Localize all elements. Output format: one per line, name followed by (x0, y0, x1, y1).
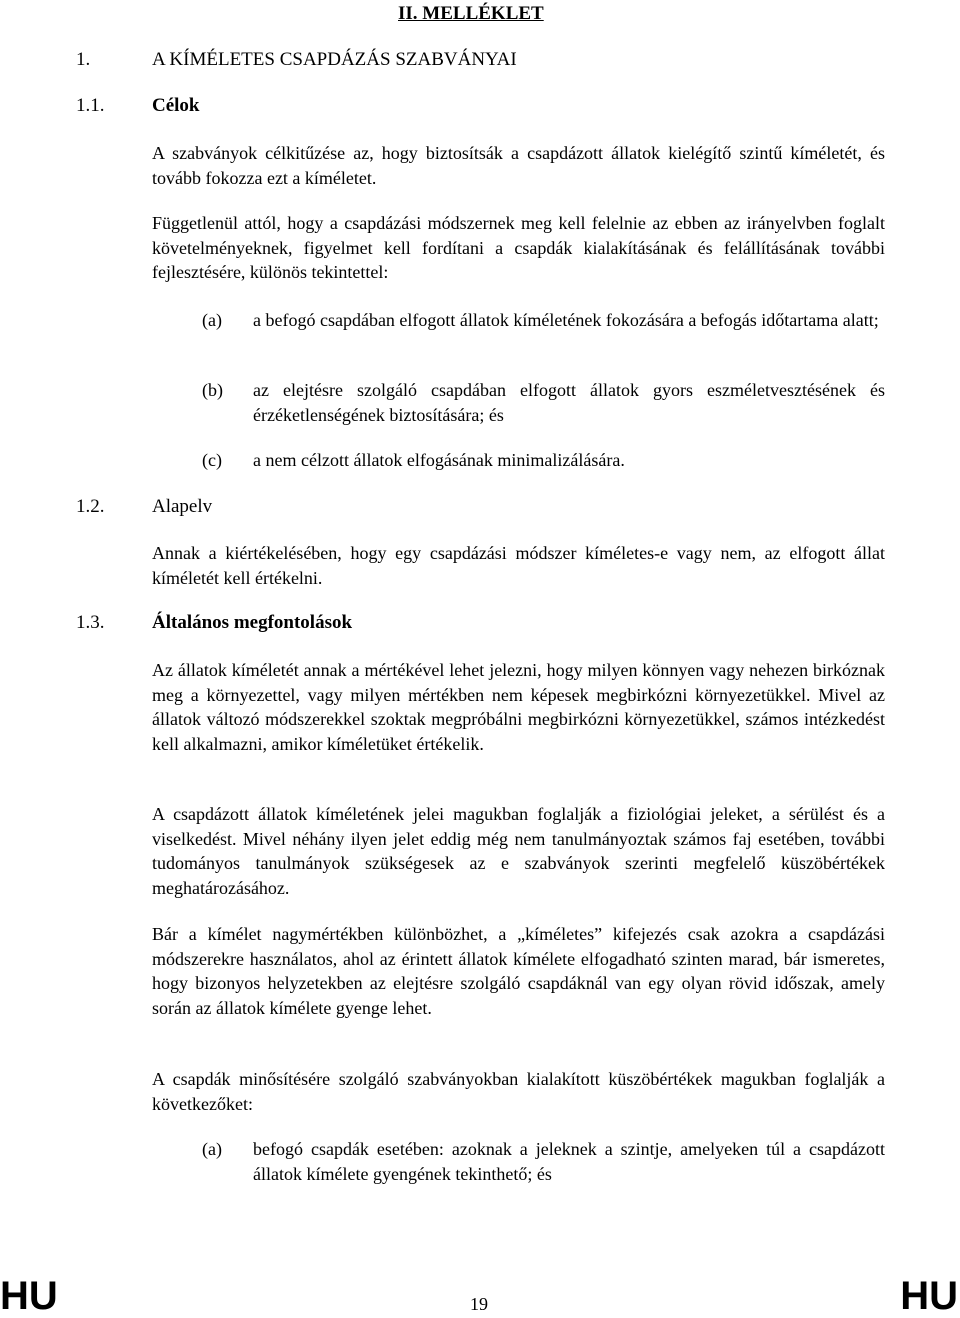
footer-language-code-left: HU (0, 1274, 58, 1318)
section-1-2-title: Alapelv (152, 496, 213, 517)
list-item-text: a nem célzott állatok elfogásának minimalizálására. (253, 450, 625, 470)
section-1-3-paragraph-3: Bár a kímélet nagymértékben különbözhet, a „kíméletes” kifejezés csak azokra a csapdázási módszerekre használatos, ahol az érintett állatok kímélete elfogadható szinten marad, bár ismeretes, hogy bizonyos helyzetekben az elejtésre szolgáló csapdáknál van egy olyan rövid időszak, amely során az állatok kímélete gyenge lehet. (152, 924, 885, 1018)
list-item-text: a befogó csapdában elfogott állatok kíméletének fokozására a befogás időtartama alatt; (253, 310, 879, 330)
footer-language-code-right: HU (900, 1274, 958, 1318)
annex-title: II. MELLÉKLET (398, 3, 544, 24)
section-1-1-paragraph-1: A szabványok célkitűzése az, hogy biztosítsák a csapdázott állatok kielégítő szintű kíméletét, és tovább fokozza ezt a kíméletet. (152, 143, 885, 188)
list-item-label: (a) (202, 1139, 222, 1159)
list-item-label: (a) (202, 310, 222, 330)
section-1-number: 1. (76, 49, 91, 70)
list-item-label: (c) (202, 450, 222, 470)
section-1-3-paragraph-1: Az állatok kíméletét annak a mértékével lehet jelezni, hogy milyen könnyen vagy nehezen birkóznak meg a környezettel, vagy milyen mértékben nem képesek megbirkózni környezetükkel. Mivel az állatok változó módszerekkel szoktak megpróbálni megbirkózni környezetükkel, számos intézkedést kell alkalmazni, amikor kíméletüket értékelik. (152, 660, 885, 754)
section-1-2-paragraph-1: Annak a kiértékelésében, hogy egy csapdázási módszer kíméletes-e vagy nem, az elfogott állat kíméletét kell értékelni. (152, 543, 885, 588)
list-item-text: befogó csapdák esetében: azoknak a jeleknek a szintje, amelyeken túl a csapdázott állatok kímélete gyengének tekinthető; és (253, 1139, 885, 1184)
list-item-label: (b) (202, 380, 223, 400)
section-1-1-number: 1.1. (76, 95, 105, 116)
section-1-1-paragraph-2: Függetlenül attól, hogy a csapdázási módszernek meg kell felelnie az ebben az irányelvben foglalt követelményeknek, figyelmet kell fordítani a csapdák kialakításának és felállításának további fejlesztésére, különös tekintettel: (152, 213, 885, 282)
section-1-3-paragraph-2: A csapdázott állatok kíméletének jelei magukban foglalják a fiziológiai jeleket, a sérülést és a viselkedést. Mivel néhány ilyen jelet eddig még nem tanulmányoztak számos faj esetében, további tudományos tanulmányok szükségesek az e szabványok szerinti megfelelő küszöbértékek meghatározásához. (152, 804, 885, 898)
section-1-3-number: 1.3. (76, 612, 105, 633)
section-1-title: A KÍMÉLETES CSAPDÁZÁS SZABVÁNYAI (152, 49, 517, 70)
page-number: 19 (470, 1294, 488, 1314)
section-1-2-number: 1.2. (76, 496, 105, 517)
section-1-3-title: Általános megfontolások (152, 612, 353, 633)
section-1-1-title: Célok (152, 95, 200, 116)
list-item-text: az elejtésre szolgáló csapdában elfogott állatok gyors eszméletvesztésének és érzéketlenségének biztosítására; és (253, 380, 885, 425)
section-1-3-paragraph-4: A csapdák minősítésére szolgáló szabványokban kialakított küszöbértékek magukban foglalják a következőket: (152, 1069, 885, 1114)
